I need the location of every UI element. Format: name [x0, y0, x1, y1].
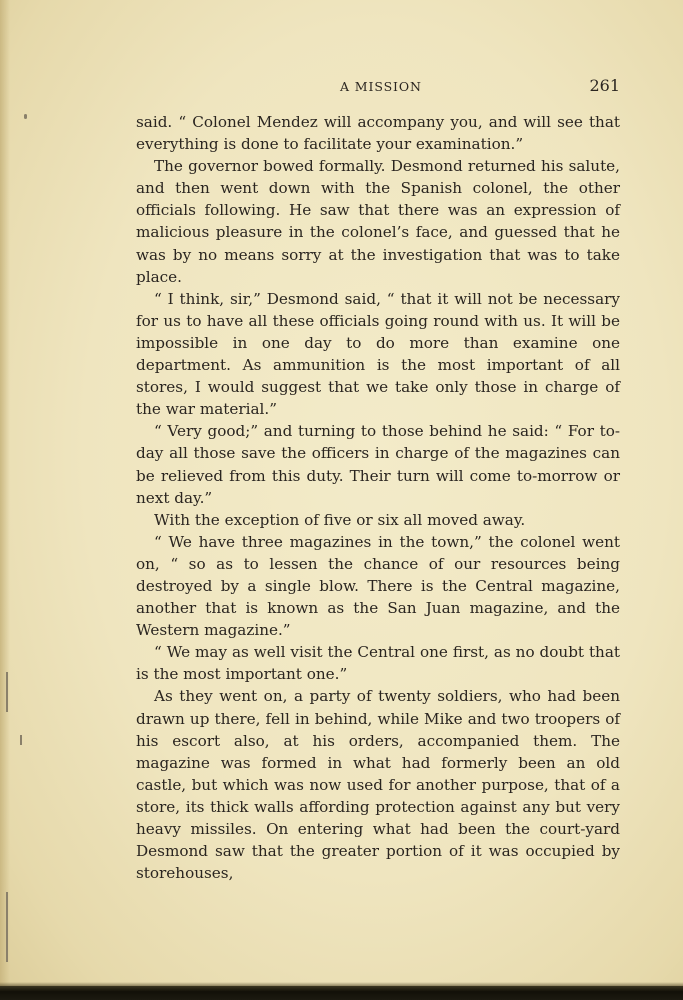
page-gutter-shadow	[0, 0, 10, 1000]
paragraph: “ I think, sir,” Desmond said, “ that it will not be necessary for us to have all these officials going round with us. It will be impossible in one day to do more than examine one department. As ammunition is the most important of all stores, I would suggest that we take only those in charge of the war material.”	[136, 289, 620, 419]
running-header	[136, 76, 620, 98]
page-bottom-edge	[0, 986, 683, 1000]
margin-speck	[20, 735, 22, 745]
margin-speck	[6, 672, 8, 712]
body-text	[136, 111, 620, 884]
paragraph: said. “ Colonel Mendez will accompany you, and will see that everything is done to facilitate your examination.”	[136, 113, 620, 154]
paragraph: As they went on, a party of twenty soldiers, who had been drawn up there, fell in behind, while Mike and two troopers of his escort also, at his orders, accompanied them. The magazine was formed in what had formerly been an old castle, but which was now used for another purpose, that of a store, its thick walls affording protection against any but very heavy missiles. On entering what had been the court-yard Desmond saw that the greater portion of it was occupied by storehouses,	[136, 687, 620, 883]
paragraph: “ Very good;” and turning to those behind he said: “ For to-day all those save the officers in charge of the magazines can be relieved from this duty. Their turn will come to-morrow or next day.”	[136, 422, 620, 507]
paragraph: “ We have three magazines in the town,” the colonel went on, “ so as to lessen the chance of our resources being destroyed by a single blow. There is the Central magazine, another that is known as the San Juan magazine, and the Western magazine.”	[136, 532, 620, 640]
running-title: A MISSION	[340, 79, 422, 94]
paragraph: The governor bowed formally. Desmond returned his salute, and then went down with the Spanish colonel, the other officials following. He saw that there was an expression of malicious pleasure in the colonel’s face, and guessed that he was by no means sorry at the investigation that was to take place.	[136, 157, 620, 286]
paragraph: With the exception of five or six all moved away.	[154, 510, 526, 529]
margin-speck	[6, 892, 8, 962]
margin-speck	[24, 114, 27, 119]
paragraph: “ We may as well visit the Central one first, as no doubt that is the most important one.”	[136, 643, 620, 684]
page-number: 261	[589, 76, 620, 95]
